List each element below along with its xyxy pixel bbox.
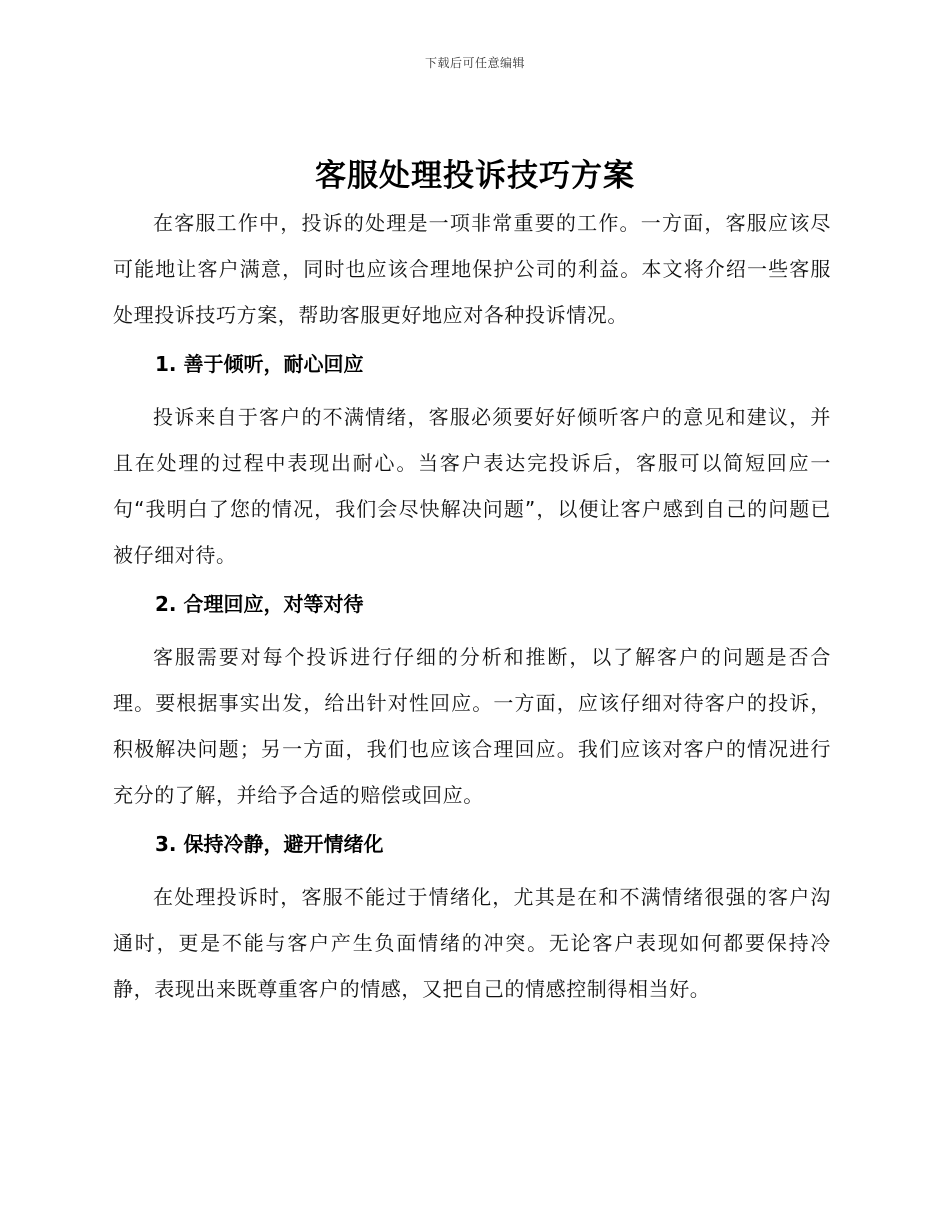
- section-heading-1: 1. 善于倾听，耐心回应: [155, 352, 364, 376]
- intro-paragraph: 在客服工作中，投诉的处理是一项非常重要的工作。一方面，客服应该尽可能地让客户满意，同时也应该合理地保护公司的利益。本文将介绍一些客服处理投诉技巧方案，帮助客服更好地应对各种投诉情况。: [113, 211, 831, 327]
- document-body: [113, 200, 831, 1012]
- header-note: 下载后可任意编辑: [424, 56, 525, 70]
- section-heading-2: 2. 合理回应，对等对待: [155, 592, 364, 616]
- section-body-3: 在处理投诉时，客服不能过于情绪化，尤其是在和不满情绪很强的客户沟通时，更是不能与客户产生负面情绪的冲突。无论客户表现如何都要保持冷静，表现出来既尊重客户的情感，又把自己的情感控制得相当好。: [113, 885, 831, 1001]
- section-body-1: 投诉来自于客户的不满情绪，客服必须要好好倾听客户的意见和建议，并且在处理的过程中表现出耐心。当客户表达完投诉后，客服可以简短回应一句“我明白了您的情况，我们会尽快解决问题”，以便让客户感到自己的问题已被仔细对待。: [113, 405, 831, 567]
- section-body-2: 客服需要对每个投诉进行仔细的分析和推断，以了解客户的问题是否合理。要根据事实出发，给出针对性回应。一方面，应该仔细对待客户的投诉，积极解决问题；另一方面，我们也应该合理回应。我们应该对客户的情况进行充分的了解，并给予合适的赔偿或回应。: [113, 645, 831, 807]
- section-heading-3: 3. 保持冷静，避开情绪化: [155, 832, 384, 856]
- document-title: 客服处理投诉技巧方案: [315, 158, 635, 194]
